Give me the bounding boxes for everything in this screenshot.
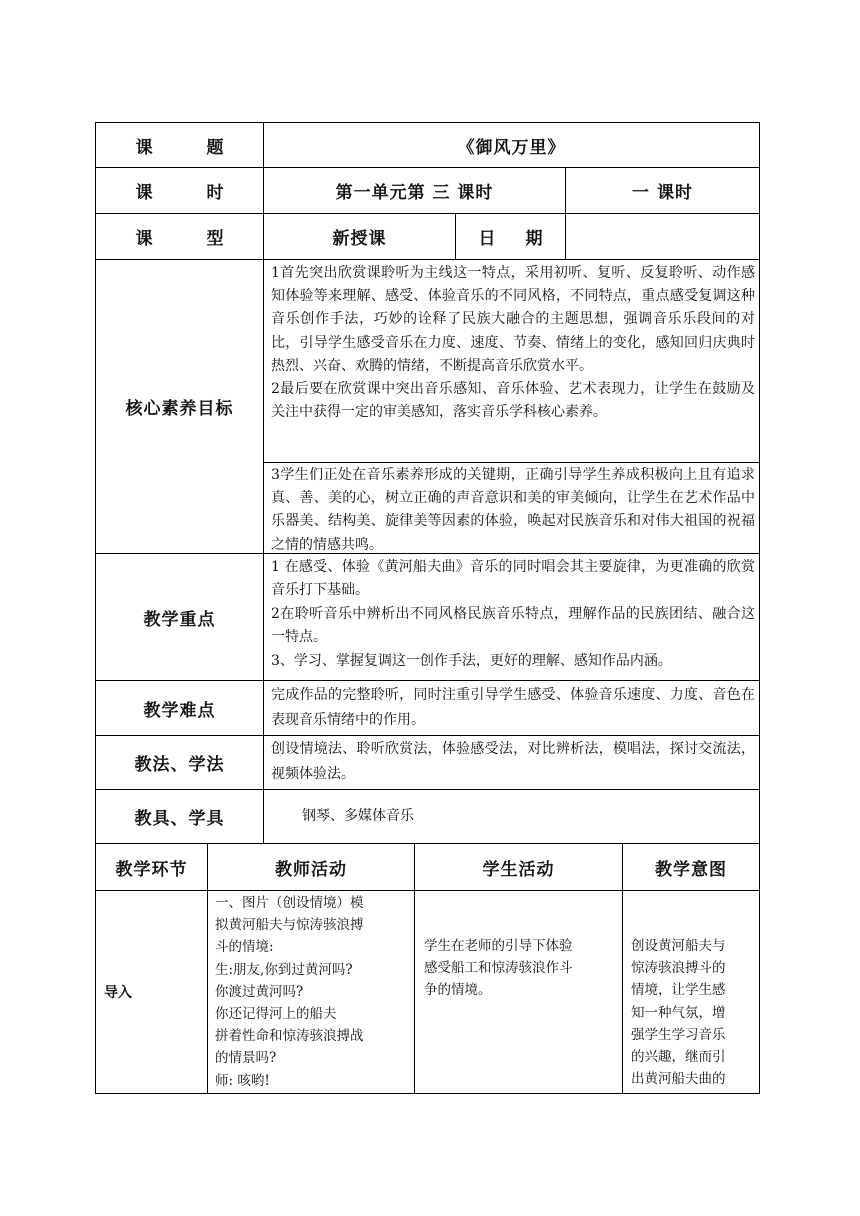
header-student: 学生活动 <box>482 859 555 880</box>
teacher-line: 师: 咳哟! <box>215 1072 270 1089</box>
core-goal-item: 2最后要在欣赏课中突出音乐感知、音乐体验、艺术表现力，让学生在鼓励及关注中获得一定的审美感知，落实音乐学科核心素养。 <box>271 381 755 421</box>
period-label: 课 时 <box>135 183 248 203</box>
intent-line: 惊涛骇浪搏斗的 <box>631 960 726 977</box>
header-stage: 教学环节 <box>115 859 188 880</box>
key-points-text <box>271 556 755 679</box>
tools-text: 钢琴、多媒体音乐 <box>302 807 414 824</box>
core-goals-text-a <box>271 262 755 461</box>
intent-line: 的兴趣，继而引 <box>631 1049 726 1066</box>
intro-teacher-activity <box>215 892 413 1092</box>
methods-label: 教法、学法 <box>134 755 225 775</box>
intro-stage: 导入 <box>104 985 132 1001</box>
period-unit-info: 第一单元第 三 课时 <box>335 183 494 203</box>
difficulties-text: 完成作品的完整聆听，同时注重引导学生感受、体验音乐速度、力度、音色在表现音乐情绪中的作用。 <box>271 687 755 728</box>
intent-line: 知一种气氛，增 <box>631 1004 726 1021</box>
rule <box>759 122 760 1093</box>
core-goals-label: 核心素养目标 <box>125 399 234 419</box>
intro-intent <box>631 935 758 1092</box>
topic-value: 《御风万里》 <box>457 137 566 158</box>
rule <box>95 1093 760 1094</box>
lesson-type-value: 新授课 <box>332 229 387 249</box>
header-teacher: 教师活动 <box>275 859 347 880</box>
header-intent: 教学意图 <box>655 859 727 880</box>
teacher-line: 生:朋友,你到过黄河吗? <box>215 961 353 978</box>
student-line: 学生在老师的引导下体验 <box>424 938 573 954</box>
core-goal-item: 3学生们正处在音乐素养形成的关键期，正确引导学生养成积极向上且有追求真、善、美的心，树立正确的声音意识和美的审美倾向，让学生在艺术作品中乐器美、结构美、旋律美等因素的体验，唤起对民族音乐和对伟大祖国的祝福之情的情感共鸣。 <box>271 467 755 552</box>
intent-line: 情境，让学生感 <box>631 982 726 999</box>
core-goals-text-b <box>271 464 755 552</box>
date-value <box>566 214 759 259</box>
key-points-label: 教学重点 <box>143 609 216 630</box>
key-point-item: 2在聆听音乐中辨析出不同风格民族音乐特点，理解作品的民族团结、融合这一特点。 <box>271 605 755 646</box>
topic-label: 课 题 <box>135 137 248 158</box>
key-point-item: 1 在感受、体验《黄河船夫曲》音乐的同时唱会其主要旋律，为更准确的欣赏音乐打下基础。 <box>271 559 755 599</box>
difficulties-label: 教学难点 <box>143 700 216 721</box>
teacher-line: 拼着性命和惊涛骇浪搏战 <box>215 1028 364 1045</box>
intro-student-activity <box>424 935 620 1035</box>
teacher-line: 你还记得河上的船夫 <box>215 1006 337 1023</box>
methods-text: 创设情境法、聆听欣赏法，体验感受法，对比辨析法，模唱法，探讨交流法，视频体验法。 <box>271 741 755 782</box>
teacher-line: 斗的情境: <box>215 939 274 956</box>
teacher-line: 你渡过黄河吗? <box>215 983 304 1000</box>
student-line: 感受船工和惊涛骇浪作斗 <box>424 960 573 977</box>
teacher-line: 的情景吗? <box>215 1050 277 1067</box>
key-point-item: 3、学习、掌握复调这一创作手法，更好的理解、感知作品内涵。 <box>271 652 672 669</box>
student-line: 争的情境。 <box>424 982 492 999</box>
tools-label: 教具、学具 <box>134 809 225 829</box>
date-label: 日 期 <box>478 229 555 249</box>
intent-line: 强学生学习音乐 <box>631 1026 726 1043</box>
intent-line: 出黄河船夫曲的 <box>631 1071 726 1088</box>
rule <box>263 462 760 463</box>
core-goal-item: 1首先突出欣赏课聆听为主线这一特点，采用初听、复听、反复聆听、动作感知体验等来理解、感受、体验音乐的不同风格，不同特点，重点感受复调这种音乐创作手法，巧妙的诠释了民族大融合的主题思想，强调音乐乐段间的对比，引导学生感受音乐在力度、速度、节奏、情绪上的变化，感知回归庆典时热烈、兴奋、欢腾的情绪，不断提高音乐欣赏水平。 <box>271 265 755 374</box>
teacher-line: 一、图片（创设情境）模 <box>215 895 364 911</box>
period-total: 一 课时 <box>632 183 693 203</box>
teacher-line: 拟黄河船夫与惊涛骇浪搏 <box>215 917 364 934</box>
lesson-type-label: 课 型 <box>135 229 248 249</box>
intent-line: 创设黄河船夫与 <box>631 938 726 954</box>
